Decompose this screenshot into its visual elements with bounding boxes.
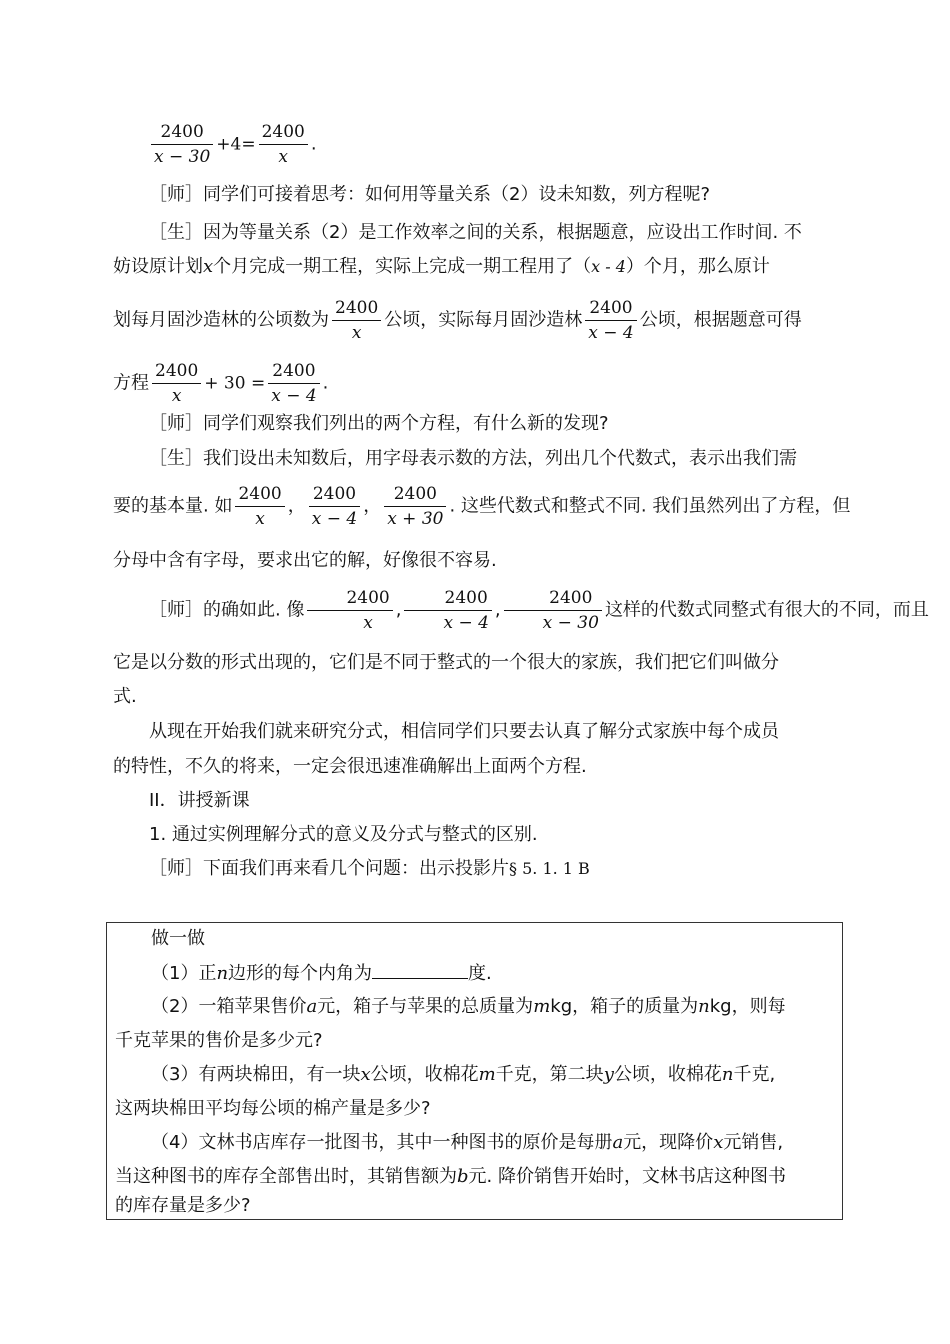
question-3a: （3）有两块棉田，有一块x公顷，收棉花m千克，第二块y公顷，收棉花n千克, <box>151 1064 776 1085</box>
question-4c: 的库存量是多少? <box>115 1195 251 1216</box>
student-line-1c: 划每月固沙造林的公顷数为 $\frac{2400}{x}$ 公顷，实际每月固沙造林 $\frac{2400}{x - 4}$ 公顷，根据题意可得 <box>113 298 802 343</box>
fraction: $\frac{2400}{x - 4}$ <box>585 298 636 343</box>
section-heading: II．讲授新课 <box>149 790 250 811</box>
teacher-line-3a: ［师］的确如此. 像 $\frac{2400}{x}$ , $\frac{2400}{x - 4}$ , $\frac{2400}{x - 30}$ 这样的代数式同整式有很大的不同，而且 <box>149 588 929 633</box>
fraction: $\frac{2400}{x - 4}$ <box>268 361 319 406</box>
fraction: $\frac{2400}{x}$ <box>307 588 392 633</box>
question-4b: 当这种图书的库存全部售出时，其销售额为b元. 降价销售开始时，文林书店这种图书 <box>115 1166 786 1187</box>
student-line-2b: 要的基本量. 如 $\frac{2400}{x}$ ， $\frac{2400}{x - 4}$ ， $\frac{2400}{x + 30}$ . 这些代数式和整式不同. 我们虽然列出了方程，但 <box>113 484 851 529</box>
teacher-line-1: ［师］同学们可接着思考：如何用等量关系（2）设未知数，列方程呢? <box>149 184 711 205</box>
equation-1: $\frac{2400}{x - 30}$ +4= $\frac{2400}{x}$ . <box>148 122 875 167</box>
teacher-line-4: ［师］下面我们再来看几个问题：出示投影片§ 5. 1. 1 B <box>149 858 590 879</box>
student-line-1b: 妨设原计划x个月完成一期工程，实际上完成一期工程用了（x - 4）个月，那么原计 <box>113 256 770 277</box>
question-1: （1）正n边形的每个内角为 度. <box>151 963 492 984</box>
fraction: $\frac{2400}{x}$ <box>259 122 308 167</box>
student-line-1a: ［生］因为等量关系（2）是工作效率之间的关系，根据题意，应设出工作时间. 不 <box>149 222 802 243</box>
teacher-line-2: ［师］同学们观察我们列出的两个方程，有什么新的发现? <box>149 413 609 434</box>
fraction: $\frac{2400}{x}$ <box>152 361 201 406</box>
fraction: $\frac{2400}{x}$ <box>332 298 381 343</box>
exercise-box <box>106 922 843 1220</box>
teacher-line-3b: 它是以分数的形式出现的，它们是不同于整式的一个很大的家族，我们把它们叫做分 <box>113 652 779 673</box>
question-2b: 千克苹果的售价是多少元? <box>115 1030 323 1051</box>
student-line-2a: ［生］我们设出未知数后，用字母表示数的方法，列出几个代数式，表示出我们需 <box>149 448 797 469</box>
question-4a: （4）文林书店库存一批图书，其中一种图书的原价是每册a元，现降价x元销售, <box>151 1132 784 1153</box>
subsection-heading: 1. 通过实例理解分式的意义及分式与整式的区别. <box>149 824 538 845</box>
fraction: $\frac{2400}{x - 30}$ <box>504 588 602 633</box>
answer-blank <box>372 962 468 979</box>
fraction: $\frac{2400}{x + 30}$ <box>384 484 446 529</box>
teacher-line-3c: 式. <box>113 686 137 707</box>
fraction: $\frac{2400}{x}$ <box>235 484 284 529</box>
fraction: $\frac{2400}{x - 4}$ <box>404 588 491 633</box>
student-line-2c: 分母中含有字母，要求出它的解，好像很不容易. <box>113 550 497 571</box>
box-title: 做一做 <box>151 928 205 949</box>
student-line-1d: 方程 $\frac{2400}{x}$ + 30 = $\frac{2400}{x - 4}$ . <box>113 361 329 406</box>
fraction: $\frac{2400}{x - 30}$ <box>151 122 213 167</box>
fraction: $\frac{2400}{x - 4}$ <box>309 484 360 529</box>
question-2a: （2）一箱苹果售价a元，箱子与苹果的总质量为mkg，箱子的质量为nkg，则每 <box>151 996 786 1017</box>
question-3b: 这两块棉田平均每公顷的棉产量是多少? <box>115 1098 431 1119</box>
paragraph-now-a: 从现在开始我们就来研究分式，相信同学们只要去认真了解分式家族中每个成员 <box>149 721 779 742</box>
paragraph-now-b: 的特性，不久的将来，一定会很迅速准确解出上面两个方程. <box>113 756 587 777</box>
